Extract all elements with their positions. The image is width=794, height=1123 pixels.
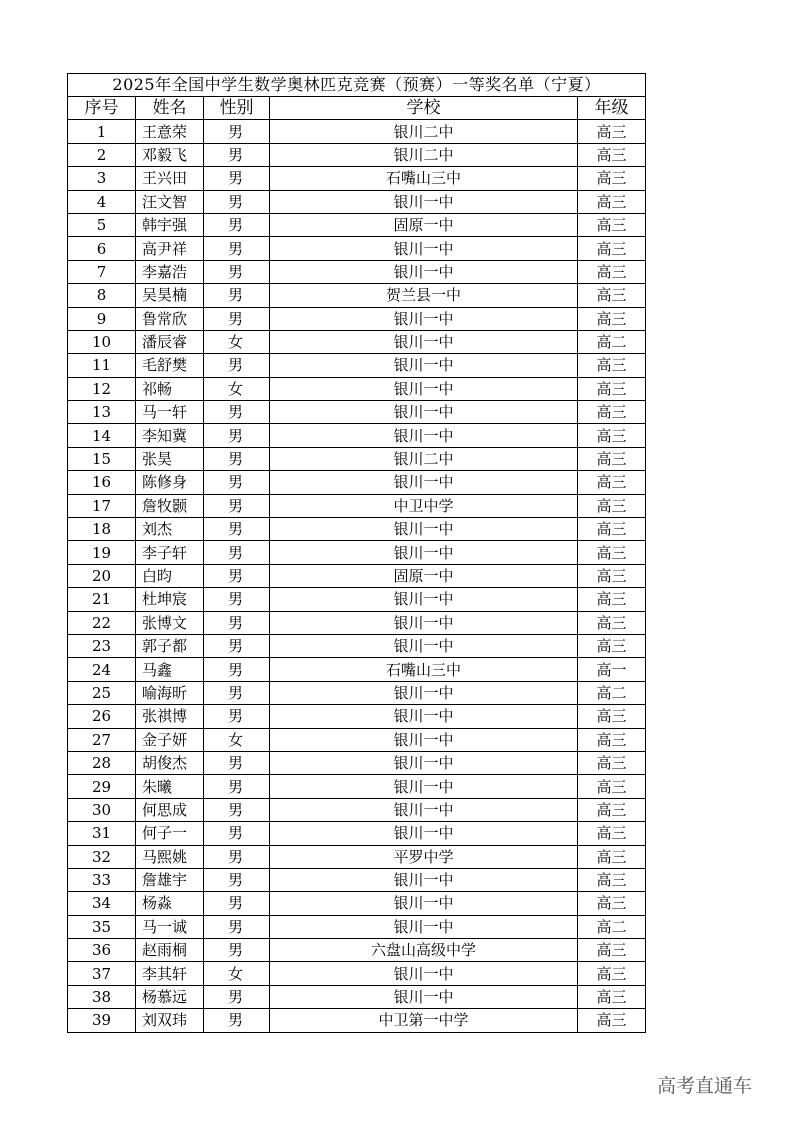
cell-index: 20 <box>68 564 136 587</box>
cell-school: 中卫第一中学 <box>270 1009 578 1032</box>
cell-grade: 高三 <box>578 167 646 190</box>
cell-school: 固原一中 <box>270 564 578 587</box>
cell-grade: 高三 <box>578 307 646 330</box>
cell-school: 石嘴山三中 <box>270 167 578 190</box>
cell-name: 何思成 <box>136 798 204 821</box>
cell-school: 银川一中 <box>270 705 578 728</box>
table-row <box>68 588 646 611</box>
cell-gender: 男 <box>204 284 270 307</box>
table-row <box>68 284 646 307</box>
cell-grade: 高三 <box>578 985 646 1008</box>
cell-name: 李其轩 <box>136 962 204 985</box>
cell-grade: 高三 <box>578 868 646 891</box>
table-row <box>68 798 646 821</box>
table-row <box>68 705 646 728</box>
cell-grade: 高三 <box>578 751 646 774</box>
cell-gender: 女 <box>204 330 270 353</box>
table-row <box>68 307 646 330</box>
cell-name: 毛舒樊 <box>136 354 204 377</box>
table-row <box>68 167 646 190</box>
cell-gender: 男 <box>204 775 270 798</box>
cell-grade: 高三 <box>578 541 646 564</box>
cell-index: 1 <box>68 120 136 143</box>
cell-gender: 男 <box>204 681 270 704</box>
cell-gender: 男 <box>204 518 270 541</box>
cell-index: 13 <box>68 401 136 424</box>
table-row <box>68 681 646 704</box>
cell-name: 刘杰 <box>136 518 204 541</box>
cell-gender: 男 <box>204 143 270 166</box>
cell-name: 杨淼 <box>136 892 204 915</box>
table-row <box>68 845 646 868</box>
header-school: 学校 <box>270 97 578 120</box>
cell-index: 19 <box>68 541 136 564</box>
cell-name: 高尹祥 <box>136 237 204 260</box>
cell-school: 银川一中 <box>270 330 578 353</box>
cell-school: 银川一中 <box>270 868 578 891</box>
cell-gender: 男 <box>204 939 270 962</box>
table-row <box>68 985 646 1008</box>
cell-name: 鲁常欣 <box>136 307 204 330</box>
cell-name: 汪文智 <box>136 190 204 213</box>
cell-school: 银川一中 <box>270 541 578 564</box>
cell-gender: 男 <box>204 541 270 564</box>
cell-school: 银川二中 <box>270 447 578 470</box>
cell-index: 22 <box>68 611 136 634</box>
table-row <box>68 775 646 798</box>
cell-index: 6 <box>68 237 136 260</box>
cell-school: 银川一中 <box>270 915 578 938</box>
cell-gender: 男 <box>204 751 270 774</box>
cell-gender: 男 <box>204 798 270 821</box>
cell-school: 银川一中 <box>270 307 578 330</box>
cell-index: 23 <box>68 634 136 657</box>
cell-gender: 男 <box>204 213 270 236</box>
cell-name: 张博文 <box>136 611 204 634</box>
cell-name: 王兴田 <box>136 167 204 190</box>
cell-index: 15 <box>68 447 136 470</box>
table-row <box>68 330 646 353</box>
cell-gender: 男 <box>204 401 270 424</box>
cell-gender: 男 <box>204 588 270 611</box>
cell-grade: 高三 <box>578 728 646 751</box>
cell-gender: 男 <box>204 190 270 213</box>
cell-gender: 男 <box>204 892 270 915</box>
cell-school: 银川一中 <box>270 260 578 283</box>
cell-gender: 男 <box>204 915 270 938</box>
cell-gender: 男 <box>204 424 270 447</box>
cell-school: 银川二中 <box>270 120 578 143</box>
table-row <box>68 471 646 494</box>
cell-grade: 高三 <box>578 611 646 634</box>
cell-name: 胡俊杰 <box>136 751 204 774</box>
cell-name: 马熙姚 <box>136 845 204 868</box>
cell-school: 六盘山高级中学 <box>270 939 578 962</box>
cell-index: 16 <box>68 471 136 494</box>
table-row <box>68 120 646 143</box>
cell-grade: 高三 <box>578 892 646 915</box>
cell-gender: 男 <box>204 845 270 868</box>
cell-name: 杜坤宸 <box>136 588 204 611</box>
cell-grade: 高三 <box>578 354 646 377</box>
cell-grade: 高三 <box>578 634 646 657</box>
cell-school: 银川一中 <box>270 798 578 821</box>
cell-index: 30 <box>68 798 136 821</box>
cell-index: 21 <box>68 588 136 611</box>
cell-gender: 男 <box>204 471 270 494</box>
cell-grade: 高三 <box>578 143 646 166</box>
cell-school: 银川一中 <box>270 518 578 541</box>
cell-grade: 高三 <box>578 564 646 587</box>
cell-name: 白昀 <box>136 564 204 587</box>
cell-gender: 女 <box>204 962 270 985</box>
cell-index: 38 <box>68 985 136 1008</box>
table-row <box>68 354 646 377</box>
cell-school: 贺兰县一中 <box>270 284 578 307</box>
cell-grade: 高三 <box>578 260 646 283</box>
header-index: 序号 <box>68 97 136 120</box>
award-list-table <box>67 73 646 1033</box>
cell-grade: 高三 <box>578 447 646 470</box>
cell-name: 詹牧颢 <box>136 494 204 517</box>
cell-grade: 高三 <box>578 120 646 143</box>
cell-gender: 男 <box>204 658 270 681</box>
cell-gender: 男 <box>204 167 270 190</box>
watermark-text: 高考直通车 <box>657 1075 753 1097</box>
cell-index: 31 <box>68 822 136 845</box>
cell-gender: 女 <box>204 377 270 400</box>
cell-school: 银川二中 <box>270 143 578 166</box>
cell-name: 潘辰睿 <box>136 330 204 353</box>
table-row <box>68 822 646 845</box>
table-row <box>68 611 646 634</box>
cell-index: 39 <box>68 1009 136 1032</box>
cell-gender: 男 <box>204 985 270 1008</box>
cell-school: 银川一中 <box>270 611 578 634</box>
cell-school: 固原一中 <box>270 213 578 236</box>
cell-school: 银川一中 <box>270 471 578 494</box>
cell-school: 银川一中 <box>270 237 578 260</box>
cell-index: 25 <box>68 681 136 704</box>
table-row <box>68 915 646 938</box>
cell-school: 银川一中 <box>270 892 578 915</box>
cell-school: 银川一中 <box>270 190 578 213</box>
cell-name: 李知冀 <box>136 424 204 447</box>
cell-index: 8 <box>68 284 136 307</box>
cell-grade: 高二 <box>578 915 646 938</box>
cell-gender: 男 <box>204 705 270 728</box>
table-row <box>68 751 646 774</box>
cell-name: 吴昊楠 <box>136 284 204 307</box>
cell-grade: 高三 <box>578 588 646 611</box>
table-row <box>68 213 646 236</box>
cell-index: 10 <box>68 330 136 353</box>
cell-name: 金子妍 <box>136 728 204 751</box>
cell-name: 张祺博 <box>136 705 204 728</box>
table-row <box>68 494 646 517</box>
cell-name: 马鑫 <box>136 658 204 681</box>
cell-grade: 高三 <box>578 377 646 400</box>
cell-name: 赵雨桐 <box>136 939 204 962</box>
cell-name: 何子一 <box>136 822 204 845</box>
cell-grade: 高三 <box>578 939 646 962</box>
cell-name: 詹雄宇 <box>136 868 204 891</box>
cell-index: 34 <box>68 892 136 915</box>
cell-index: 17 <box>68 494 136 517</box>
cell-school: 石嘴山三中 <box>270 658 578 681</box>
cell-index: 7 <box>68 260 136 283</box>
cell-index: 35 <box>68 915 136 938</box>
table-row <box>68 447 646 470</box>
cell-index: 4 <box>68 190 136 213</box>
cell-grade: 高三 <box>578 822 646 845</box>
cell-name: 刘双玮 <box>136 1009 204 1032</box>
cell-school: 银川一中 <box>270 401 578 424</box>
cell-grade: 高三 <box>578 775 646 798</box>
cell-grade: 高三 <box>578 424 646 447</box>
table-row <box>68 518 646 541</box>
cell-name: 韩宇强 <box>136 213 204 236</box>
table-row <box>68 1009 646 1032</box>
table-row <box>68 868 646 891</box>
table-row <box>68 962 646 985</box>
table-row <box>68 424 646 447</box>
cell-school: 银川一中 <box>270 588 578 611</box>
cell-index: 24 <box>68 658 136 681</box>
cell-grade: 高三 <box>578 190 646 213</box>
cell-school: 平罗中学 <box>270 845 578 868</box>
cell-grade: 高一 <box>578 658 646 681</box>
cell-index: 9 <box>68 307 136 330</box>
header-name: 姓名 <box>136 97 204 120</box>
cell-name: 朱曦 <box>136 775 204 798</box>
table-row <box>68 541 646 564</box>
table-body <box>68 120 646 1032</box>
cell-index: 3 <box>68 167 136 190</box>
cell-gender: 男 <box>204 1009 270 1032</box>
cell-name: 李子轩 <box>136 541 204 564</box>
cell-grade: 高三 <box>578 237 646 260</box>
cell-index: 33 <box>68 868 136 891</box>
cell-name: 邓毅飞 <box>136 143 204 166</box>
cell-index: 37 <box>68 962 136 985</box>
cell-grade: 高三 <box>578 284 646 307</box>
cell-school: 中卫中学 <box>270 494 578 517</box>
cell-index: 26 <box>68 705 136 728</box>
table-row <box>68 143 646 166</box>
cell-gender: 男 <box>204 120 270 143</box>
cell-school: 银川一中 <box>270 985 578 1008</box>
cell-school: 银川一中 <box>270 354 578 377</box>
cell-school: 银川一中 <box>270 775 578 798</box>
cell-index: 2 <box>68 143 136 166</box>
cell-gender: 男 <box>204 611 270 634</box>
table-row <box>68 260 646 283</box>
cell-school: 银川一中 <box>270 377 578 400</box>
cell-name: 杨慕远 <box>136 985 204 1008</box>
cell-grade: 高三 <box>578 471 646 494</box>
cell-gender: 男 <box>204 260 270 283</box>
cell-school: 银川一中 <box>270 681 578 704</box>
cell-name: 王意荣 <box>136 120 204 143</box>
cell-name: 喻海昕 <box>136 681 204 704</box>
cell-grade: 高三 <box>578 401 646 424</box>
cell-gender: 女 <box>204 728 270 751</box>
cell-school: 银川一中 <box>270 634 578 657</box>
cell-name: 张昊 <box>136 447 204 470</box>
cell-index: 36 <box>68 939 136 962</box>
cell-name: 马一诚 <box>136 915 204 938</box>
cell-gender: 男 <box>204 354 270 377</box>
cell-grade: 高三 <box>578 845 646 868</box>
cell-gender: 男 <box>204 307 270 330</box>
cell-index: 32 <box>68 845 136 868</box>
table-row <box>68 939 646 962</box>
header-grade: 年级 <box>578 97 646 120</box>
cell-grade: 高三 <box>578 213 646 236</box>
cell-grade: 高三 <box>578 798 646 821</box>
cell-gender: 男 <box>204 494 270 517</box>
cell-grade: 高三 <box>578 1009 646 1032</box>
cell-gender: 男 <box>204 564 270 587</box>
cell-gender: 男 <box>204 868 270 891</box>
cell-index: 5 <box>68 213 136 236</box>
cell-index: 27 <box>68 728 136 751</box>
cell-grade: 高三 <box>578 518 646 541</box>
cell-name: 李嘉浩 <box>136 260 204 283</box>
table-row <box>68 892 646 915</box>
cell-index: 14 <box>68 424 136 447</box>
cell-school: 银川一中 <box>270 822 578 845</box>
table-row <box>68 564 646 587</box>
table-row <box>68 634 646 657</box>
header-gender: 性别 <box>204 97 270 120</box>
cell-index: 28 <box>68 751 136 774</box>
cell-grade: 高三 <box>578 494 646 517</box>
table-row <box>68 401 646 424</box>
cell-school: 银川一中 <box>270 728 578 751</box>
cell-grade: 高二 <box>578 681 646 704</box>
cell-name: 郭子都 <box>136 634 204 657</box>
table-row <box>68 237 646 260</box>
cell-name: 祁畅 <box>136 377 204 400</box>
table-row <box>68 377 646 400</box>
cell-school: 银川一中 <box>270 424 578 447</box>
table-title: 2025年全国中学生数学奥林匹克竞赛（预赛）一等奖名单（宁夏） <box>68 74 646 97</box>
cell-gender: 男 <box>204 237 270 260</box>
cell-gender: 男 <box>204 634 270 657</box>
cell-gender: 男 <box>204 822 270 845</box>
cell-grade: 高三 <box>578 962 646 985</box>
cell-name: 马一轩 <box>136 401 204 424</box>
cell-index: 12 <box>68 377 136 400</box>
table-row <box>68 658 646 681</box>
cell-school: 银川一中 <box>270 962 578 985</box>
cell-grade: 高二 <box>578 330 646 353</box>
cell-gender: 男 <box>204 447 270 470</box>
cell-index: 11 <box>68 354 136 377</box>
cell-index: 29 <box>68 775 136 798</box>
cell-index: 18 <box>68 518 136 541</box>
cell-school: 银川一中 <box>270 751 578 774</box>
cell-name: 陈修身 <box>136 471 204 494</box>
table-row <box>68 728 646 751</box>
table-row <box>68 190 646 213</box>
cell-grade: 高三 <box>578 705 646 728</box>
header-row <box>68 97 646 120</box>
